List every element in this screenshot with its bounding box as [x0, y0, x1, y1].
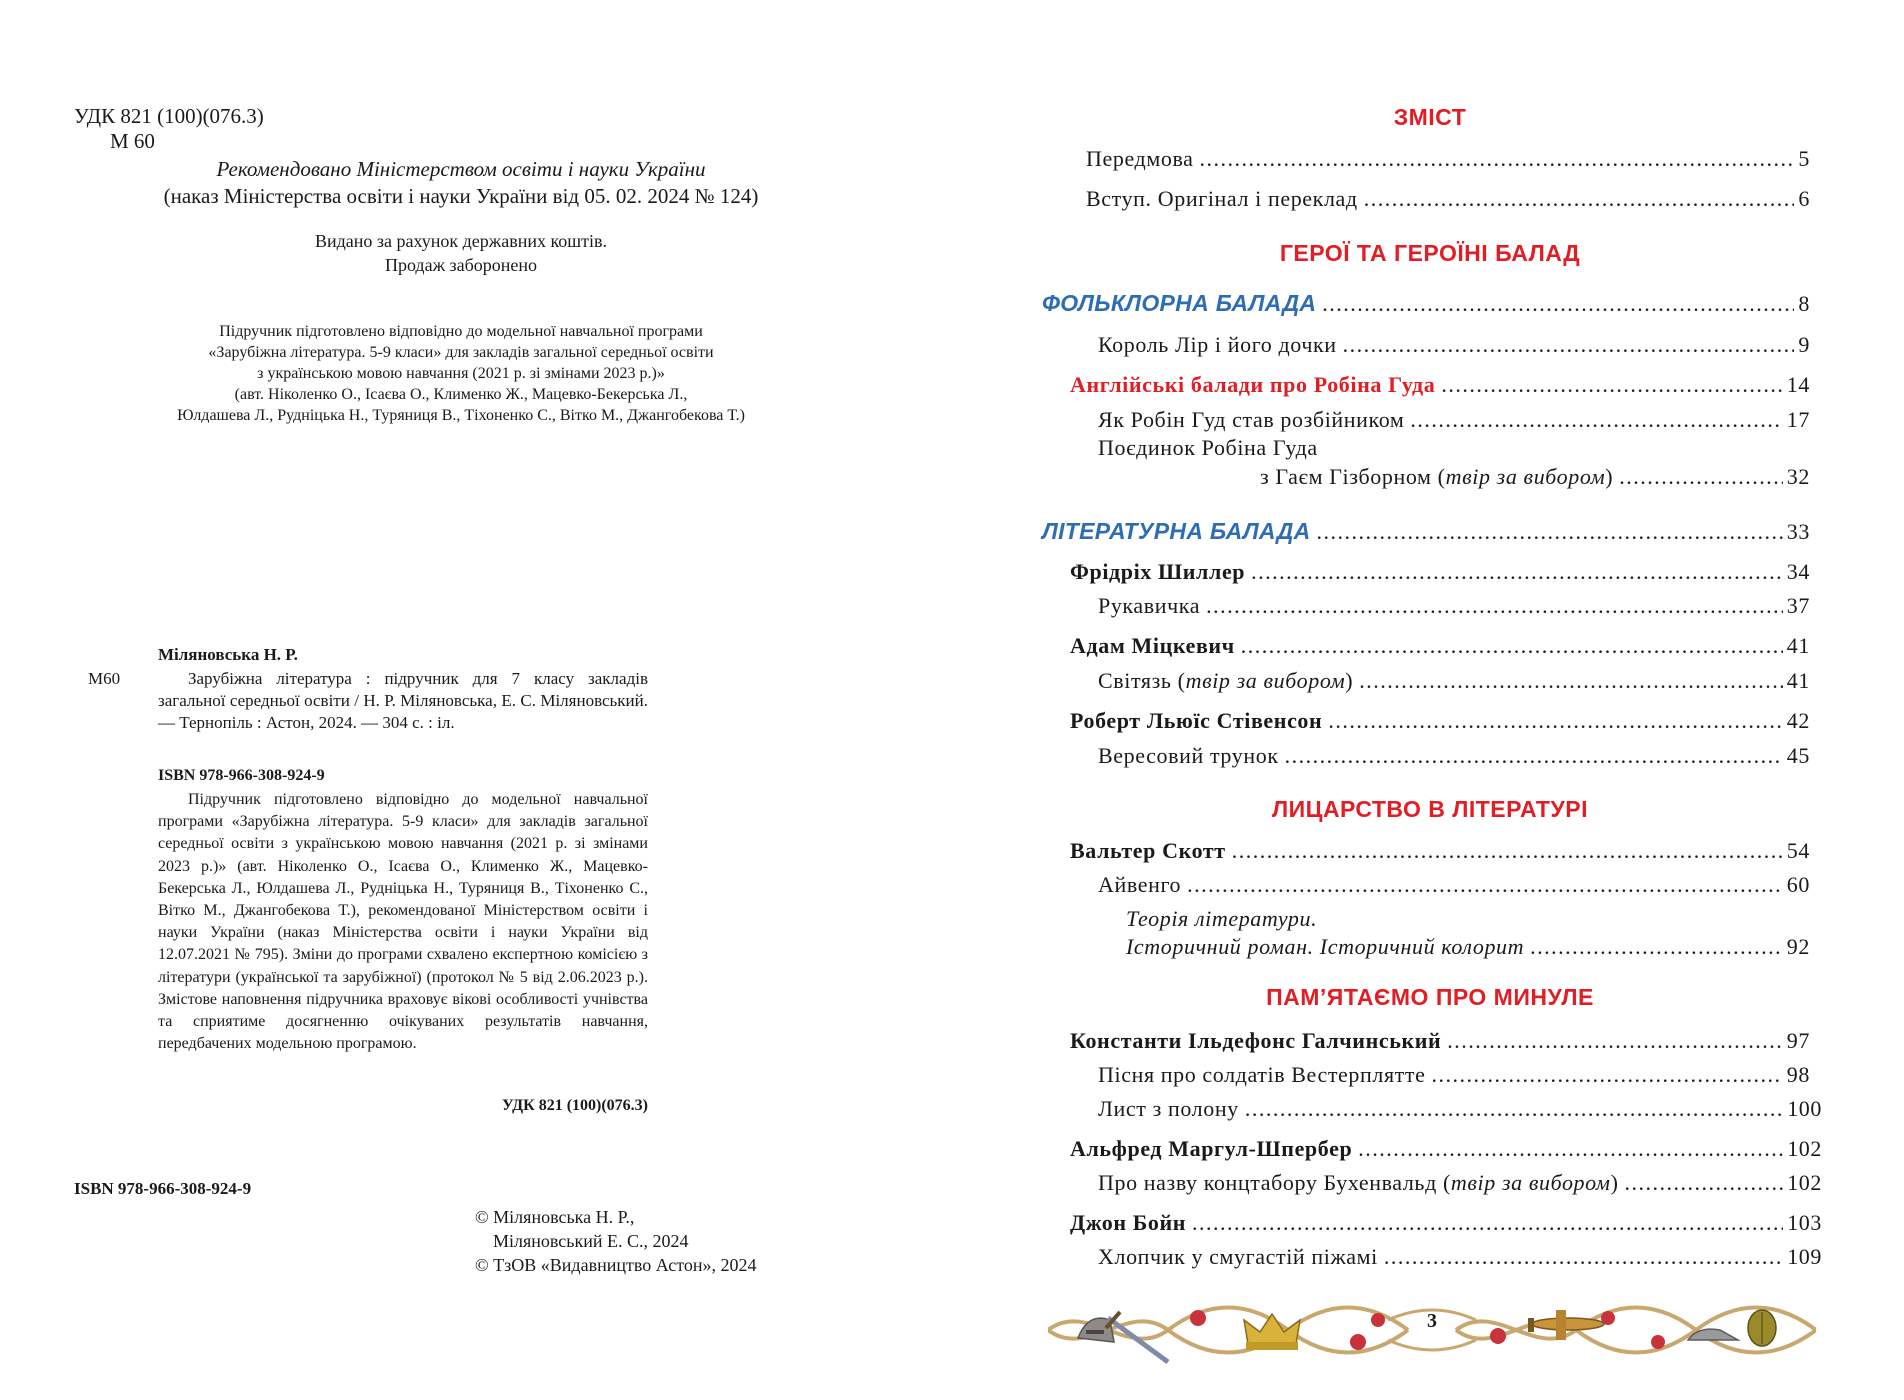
toc-page-number: 42	[1786, 708, 1810, 733]
copyright-line: Міляновський Е. С., 2024	[475, 1231, 689, 1251]
program-line: Юлдашева Л., Рудніцька Н., Туряниця В., Тіхоненко С., Вітко М., Джангобекова Т.)	[177, 407, 745, 424]
recommendation-line: Рекомендовано Міністерством освіти і науки України	[216, 157, 706, 181]
toc-entry[interactable]	[1098, 1096, 1822, 1122]
toc-page-number: 102	[1787, 1136, 1822, 1161]
toc-entry[interactable]	[1086, 186, 1810, 212]
leader-dots	[1251, 559, 1783, 585]
udk-code: УДК 821 (100)(076.3)	[74, 104, 264, 128]
toc-author-name: Вальтер Скотт	[1070, 838, 1226, 863]
leader-dots	[1322, 291, 1794, 317]
toc-entry-title: Лист з полону	[1098, 1096, 1239, 1121]
part-heading: ПАМ’ЯТАЄМО ПРО МИНУЛЕ	[1266, 984, 1594, 1010]
toc-entry-title: Як Робін Гуд став розбійником	[1098, 407, 1405, 432]
funding-notice	[110, 229, 812, 277]
toc-entry-title: Хлопчик у смугастій піжамі	[1098, 1244, 1378, 1269]
toc-author[interactable]	[1070, 1136, 1822, 1162]
beetle-icon	[1748, 1310, 1776, 1346]
leader-dots	[1192, 1210, 1783, 1236]
toc-entry[interactable]	[1098, 407, 1810, 433]
leader-dots	[1530, 934, 1783, 960]
program-line: Підручник підготовлено відповідно до модельної навчальної програми	[219, 323, 703, 340]
toc-page-number: 33	[1786, 519, 1810, 544]
leader-dots	[1317, 519, 1783, 545]
toc-entry[interactable]	[1126, 934, 1810, 960]
toc-entry[interactable]	[1098, 593, 1810, 619]
toc-section[interactable]	[1042, 518, 1810, 545]
leader-dots	[1232, 838, 1783, 864]
leader-dots	[1359, 668, 1783, 694]
crown-icon	[1244, 1314, 1300, 1350]
leader-dots	[1619, 464, 1783, 490]
program-line: (авт. Ніколенко О., Ісаєва О., Клименко Ж., Мацевко-Бекерська Л.,	[234, 386, 688, 403]
toc-subsection[interactable]	[1070, 372, 1810, 398]
toc-page-number: 8	[1798, 291, 1810, 316]
leader-dots	[1241, 633, 1783, 659]
bib-isbn: ISBN 978-966-308-924-9	[158, 767, 325, 784]
toc-page-number: 109	[1787, 1244, 1822, 1269]
toc-page-number: 45	[1786, 743, 1810, 768]
program-line: з українською мовою навчання (2021 р. зі змінами 2023 р.)»	[257, 365, 665, 382]
part-heading: ГЕРОЇ ТА ГЕРОЇНІ БАЛАД	[1279, 240, 1581, 266]
toc-entry-title: Вступ. Оригінал і переклад	[1086, 186, 1358, 211]
toc-author[interactable]	[1070, 838, 1810, 864]
toc-page-number: 34	[1786, 559, 1810, 584]
toc-page-number: 9	[1798, 332, 1810, 357]
toc-section[interactable]	[1042, 290, 1810, 317]
toc-page-number: 37	[1786, 593, 1810, 618]
toc-page-number: 6	[1798, 186, 1810, 211]
toc-section-title: ЛІТЕРАТУРНА БАЛАДА	[1042, 518, 1311, 544]
title-part: Світязь (	[1098, 668, 1186, 693]
toc-author-name: Альфред Маргул-Шпербер	[1070, 1136, 1353, 1161]
theory-heading: Теорія літератури.	[1126, 906, 1318, 931]
toc-author-name: Джон Бойн	[1070, 1210, 1187, 1235]
leader-dots	[1384, 1244, 1783, 1270]
toc-page-number: 41	[1786, 668, 1810, 693]
leader-dots	[1285, 743, 1783, 769]
leader-dots	[1187, 872, 1783, 898]
leader-dots	[1206, 593, 1783, 619]
leader-dots	[1328, 708, 1782, 734]
leader-dots	[1200, 146, 1795, 172]
title-part: )	[1610, 1170, 1619, 1195]
toc-author[interactable]	[1070, 559, 1810, 585]
toc-entry[interactable]	[1098, 743, 1810, 769]
toc-page-number: 103	[1787, 1210, 1822, 1235]
toc-page-number: 17	[1786, 407, 1810, 432]
toc-author-name: Фрідріх Шиллер	[1070, 559, 1246, 584]
toc-page-number: 5	[1798, 146, 1810, 171]
recommendation-order: (наказ Міністерства освіти і науки України від 05. 02. 2024 № 124)	[163, 184, 759, 208]
leader-dots	[1441, 372, 1782, 398]
toc-entry-title: Вересовий трунок	[1098, 743, 1279, 768]
leader-dots	[1245, 1096, 1783, 1122]
toc-entry-title: Айвенго	[1098, 872, 1182, 897]
toc-page-number: 32	[1786, 464, 1810, 489]
toc-entry[interactable]	[1098, 1170, 1822, 1196]
author-index-code: М 60	[110, 129, 155, 153]
ministry-recommendation	[110, 156, 812, 210]
leader-dots	[1410, 407, 1782, 433]
copyright-block	[475, 1205, 757, 1277]
leader-dots	[1358, 1136, 1783, 1162]
leader-dots	[1343, 332, 1795, 358]
toc-entry-title	[1260, 464, 1613, 490]
toc-page-number: 98	[1786, 1062, 1810, 1087]
toc-entry[interactable]	[1098, 1244, 1822, 1270]
leader-dots	[1364, 186, 1795, 212]
toc-entry-title: Передмова	[1086, 146, 1194, 171]
funding-line: Видано за рахунок державних коштів.	[314, 231, 608, 251]
toc-entry-title: Поєдинок Робіна Гуда	[1098, 435, 1318, 460]
page-number: 3	[1427, 1310, 1437, 1332]
isbn-main: ISBN 978-966-308-924-9	[74, 1179, 252, 1198]
bib-author: Міляновська Н. Р.	[158, 645, 298, 664]
toc-author-name: Константи Ільдефонс Галчинський	[1070, 1028, 1442, 1053]
toc-entry[interactable]	[1098, 1062, 1810, 1088]
toc-entry[interactable]	[1098, 872, 1810, 898]
toc-page-number: 92	[1786, 934, 1810, 959]
toc-author-name: Роберт Льюїс Стівенсон	[1070, 708, 1323, 733]
program-line: «Зарубіжна література. 5-9 класи» для закладів загальної середньої освіти	[208, 344, 714, 361]
bib-annotation: Підручник підготовлено відповідно до модельної навчальної програми «Зарубіжна література. 5-9 класи» для закладів загальної середньої освіти з українською мовою навчання (2021 р. зі змінами 2023 р.)» (авт. Ніколенко О., Ісаєва О., Клименко Ж., Мацевко-Бекерська Л., Юлдашева Л., Рудніцька Н., Туряниця В., Тіхоненко С., Вітко М., Джангобекова Т.), рекомендованої Міністерством освіти і науки України (наказ Міністерства освіти і науки України від 12.07.2021 № 795). Зміни до програми схвалено експертною комісією з літератури (української та зарубіжної) (протокол № 5 від 2.06.2023 р.). Змістове наповнення підручника враховує вікові особливості учнівства та сприятиме досягненню очікуваних результатів навчання, передбачених модельною програмою.	[158, 791, 648, 1053]
title-part: з Гаєм Гізборном (	[1260, 464, 1446, 489]
toc-author-name: Адам Міцкевич	[1070, 633, 1235, 658]
toc-author[interactable]	[1070, 1210, 1822, 1236]
copyright-line: © ТзОВ «Видавництво Астон», 2024	[475, 1255, 757, 1275]
imprint-page	[0, 0, 950, 1400]
toc-section-title: ФОЛЬКЛОРНА БАЛАДА	[1042, 290, 1317, 316]
toc-entry-title	[1098, 668, 1353, 694]
toc-page-number: 14	[1786, 372, 1810, 397]
toc-author[interactable]	[1070, 633, 1810, 659]
toc-entry-title: Рукавичка	[1098, 593, 1201, 618]
toc-entry-title	[1098, 1170, 1619, 1196]
table-of-contents	[980, 0, 1904, 1400]
bib-code: М60	[88, 669, 121, 688]
toc-page-number: 97	[1786, 1028, 1810, 1053]
toc-page-number: 60	[1786, 872, 1810, 897]
toc-page-number: 54	[1786, 838, 1810, 863]
copyright-line: © Міляновська Н. Р.,	[475, 1207, 635, 1227]
bib-description: Зарубіжна література : підручник для 7 класу закладів загальної середньої освіти / Н. Р. Міляновська, Е. С. Міляновський. — Тернопіль : Астон, 2024. — 304 с. : іл.	[158, 669, 648, 732]
sale-prohibited-line: Продаж заборонено	[384, 255, 538, 275]
leader-dots	[1447, 1028, 1783, 1054]
toc-entry[interactable]	[1260, 464, 1810, 490]
toc-entry-title: Пісня про солдатів Вестерплятте	[1098, 1062, 1426, 1087]
program-statement	[110, 321, 812, 426]
optional-work-note: твір за вибором	[1185, 668, 1346, 693]
toc-entry[interactable]	[1086, 146, 1810, 172]
toc-entry[interactable]	[1098, 668, 1810, 694]
title-part: )	[1345, 668, 1354, 693]
toc-page-number: 100	[1787, 1096, 1822, 1121]
toc-page-number: 102	[1787, 1170, 1822, 1195]
optional-work-note: твір за вибором	[1450, 1170, 1611, 1195]
title-part: Про назву концтабору Бухенвальд (	[1098, 1170, 1451, 1195]
toc-author[interactable]	[1070, 1028, 1810, 1054]
title-part: )	[1605, 464, 1614, 489]
toc-title: ЗМІСТ	[1393, 104, 1467, 130]
toc-author[interactable]	[1070, 708, 1810, 734]
leader-dots	[1625, 1170, 1784, 1196]
leader-dots	[1431, 1062, 1782, 1088]
toc-entry[interactable]	[1098, 332, 1810, 358]
part-heading: ЛИЦАРСТВО В ЛІТЕРАТУРІ	[1271, 796, 1589, 822]
bib-udk: УДК 821 (100)(076.3)	[501, 1097, 648, 1114]
optional-work-note: твір за вибором	[1445, 464, 1606, 489]
toc-entry-title: Англійські балади про Робіна Гуда	[1070, 372, 1436, 397]
toc-page-number: 41	[1786, 633, 1810, 658]
toc-entry-title: Історичний роман. Історичний колорит	[1126, 934, 1525, 959]
toc-entry-title: Король Лір і його дочки	[1098, 332, 1337, 357]
